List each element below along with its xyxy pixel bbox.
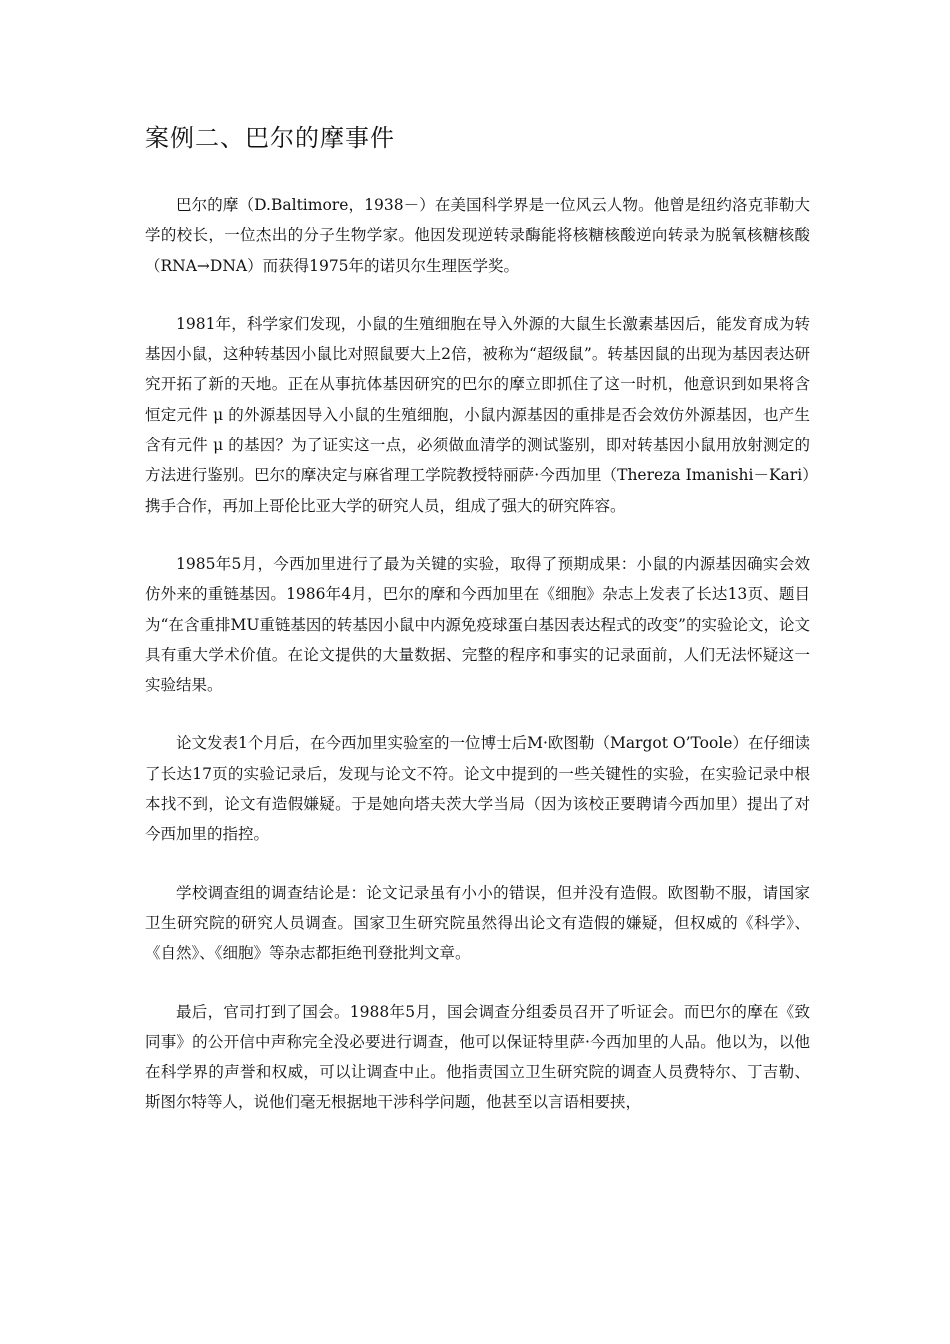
- paragraph-4: 论文发表1个月后，在今西加里实验室的一位博士后M·欧图勒（Margot O’Toole）在仔细读了长达17页的实验记录后，发现与论文不符。论文中提到的一些关键性的实验，在实验记录中根本找不到，论文有造假嫌疑。于是她向塔夫茨大学当局（因为该校正要聘请今西加里）提出了对今西加里的指控。: [145, 734, 810, 844]
- paragraph-3: 1985年5月，今西加里进行了最为关键的实验，取得了预期成果：小鼠的内源基因确实会效仿外来的重链基因。1986年4月，巴尔的摩和今西加里在《细胞》杂志上发表了长达13页、题目为“在含重排MU重链基因的转基因小鼠中内源免疫球蛋白基因表达程式的改变”的实验论文，论文具有重大学术价值。在论文提供的大量数据、完整的程序和事实的记录面前，人们无法怀疑这一实验结果。: [145, 554, 810, 695]
- paragraph-5: 学校调查组的调查结论是：论文记录虽有小小的错误，但并没有造假。欧图勒不服，请国家卫生研究院的研究人员调查。国家卫生研究院虽然得出论文有造假的嫌疑，但权威的《科学》、《自然》、《细胞》等杂志都拒绝刊登批判文章。: [145, 883, 810, 963]
- document-title: 案例二、巴尔的摩事件: [145, 124, 395, 152]
- document-body: [145, 190, 810, 1118]
- paragraph-1: 巴尔的摩（D.Baltimore，1938－）在美国科学界是一位风云人物。他曾是纽约洛克菲勒大学的校长，一位杰出的分子生物学家。他因发现逆转录酶能将核糖核酸逆向转录为脱氧核糖核酸（RNA→DNA）而获得1975年的诺贝尔生理医学奖。: [145, 196, 810, 275]
- paragraph-6: 最后，官司打到了国会。1988年5月，国会调查分组委员召开了听证会。而巴尔的摩在《致同事》的公开信中声称完全没必要进行调查，他可以保证特里萨·今西加里的人品。他以为，以他在科学界的声誉和权威，可以让调查中止。他指责国立卫生研究院的调查人员费特尔、丁吉勒、斯图尔特等人，说他们毫无根据地干涉科学问题，他甚至以言语相要挟，: [145, 1002, 810, 1112]
- paragraph-2: 1981年，科学家们发现，小鼠的生殖细胞在导入外源的大鼠生长激素基因后，能发育成为转基因小鼠，这种转基因小鼠比对照鼠要大上2倍，被称为“超级鼠”。转基因鼠的出现为基因表达研究开拓了新的天地。正在从事抗体基因研究的巴尔的摩立即抓住了这一时机，他意识到如果将含恒定元件 μ 的外源基因导入小鼠的生殖细胞，小鼠内源基因的重排是否会效仿外源基因，也产生含有元件 μ 的基因？为了证实这一点，必须做血清学的测试鉴别，即对转基因小鼠用放射测定的方法进行鉴别。巴尔的摩决定与麻省理工学院教授特丽萨·今西加里（Thereza Imanishi－Kari）携手合作，再加上哥伦比亚大学的研究人员，组成了强大的研究阵容。: [145, 314, 810, 515]
